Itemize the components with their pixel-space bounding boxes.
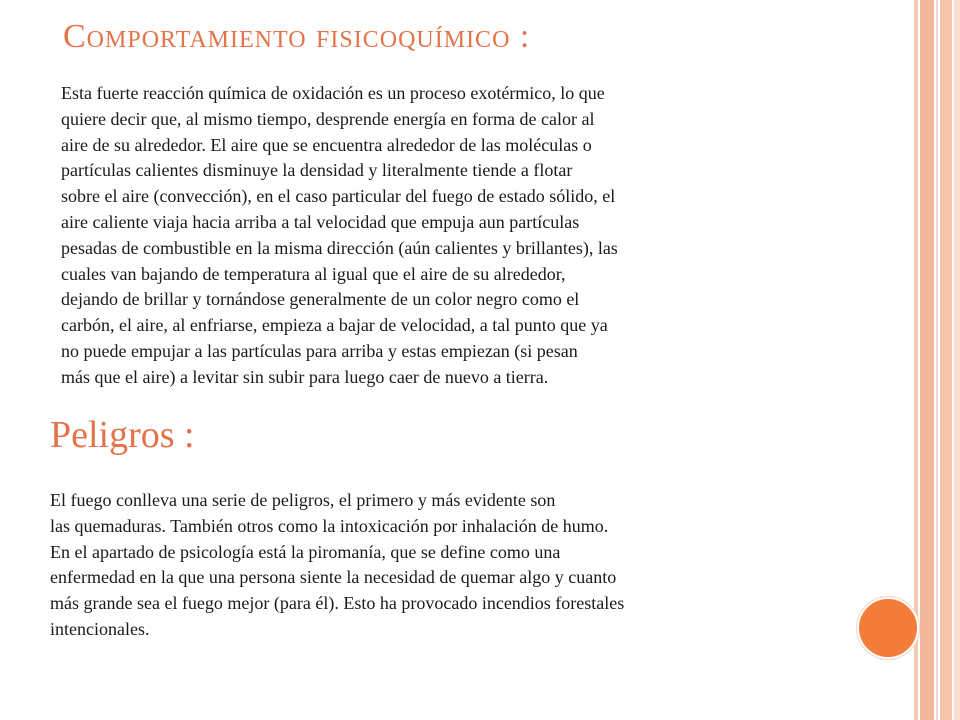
paragraph-line: más que el aire) a levitar sin subir para luego caer de nuevo a tierra. <box>61 366 549 387</box>
paragraph-line: intencionales. <box>50 618 150 639</box>
paragraph-line: sobre el aire (convección), en el caso particular del fuego de estado sólido, el <box>61 186 616 207</box>
paragraph-line: quiere decir que, al mismo tiempo, desprende energía en forma de calor al <box>61 108 595 129</box>
paragraph-line: más grande sea el fuego mejor (para él). Esto ha provocado incendios forestales <box>50 593 625 614</box>
stripe <box>954 0 960 720</box>
stripe <box>920 0 934 720</box>
paragraph-line: cuales van bajando de temperatura al igual que el aire de su alrededor, <box>61 263 566 284</box>
stripe <box>936 0 938 720</box>
paragraph-line: En el apartado de psicología está la piromanía, que se define como una <box>50 541 561 562</box>
paragraph-line: pesadas de combustible en la misma dirección (aún calientes y brillantes), las <box>61 237 618 258</box>
decorative-stripes <box>914 0 960 720</box>
section-heading-peligros: Peligros : <box>50 414 195 456</box>
decorative-circle <box>857 597 919 659</box>
paragraph-line: carbón, el aire, al enfriarse, empieza a bajar de velocidad, a tal punto que ya <box>61 315 608 336</box>
body-paragraph-peligros <box>50 488 840 643</box>
paragraph-line: las quemaduras. También otros como la intoxicación por inhalación de humo. <box>50 515 609 536</box>
paragraph-line: partículas calientes disminuye la densidad y literalmente tiende a flotar <box>61 160 573 181</box>
paragraph-line: aire de su alrededor. El aire que se encuentra alrededor de las moléculas o <box>61 134 592 155</box>
paragraph-line: enfermedad en la que una persona siente la necesidad de quemar algo y cuanto <box>50 567 617 588</box>
paragraph-line: no puede empujar a las partículas para arriba y estas empiezan (si pesan <box>61 340 578 361</box>
paragraph-line: Esta fuerte reacción química de oxidación es un proceso exotérmico, lo que <box>61 83 605 103</box>
body-paragraph-comportamiento <box>61 81 821 391</box>
paragraph-line: dejando de brillar y tornándose generalmente de un color negro como el <box>61 289 580 310</box>
paragraph-line: aire caliente viaja hacia arriba a tal velocidad que empuja aun partículas <box>61 211 580 232</box>
stripe <box>940 0 952 720</box>
slide-title: Comportamiento fisicoquímico : <box>63 18 531 55</box>
paragraph-line: El fuego conlleva una serie de peligros, el primero y más evidente son <box>50 490 556 510</box>
